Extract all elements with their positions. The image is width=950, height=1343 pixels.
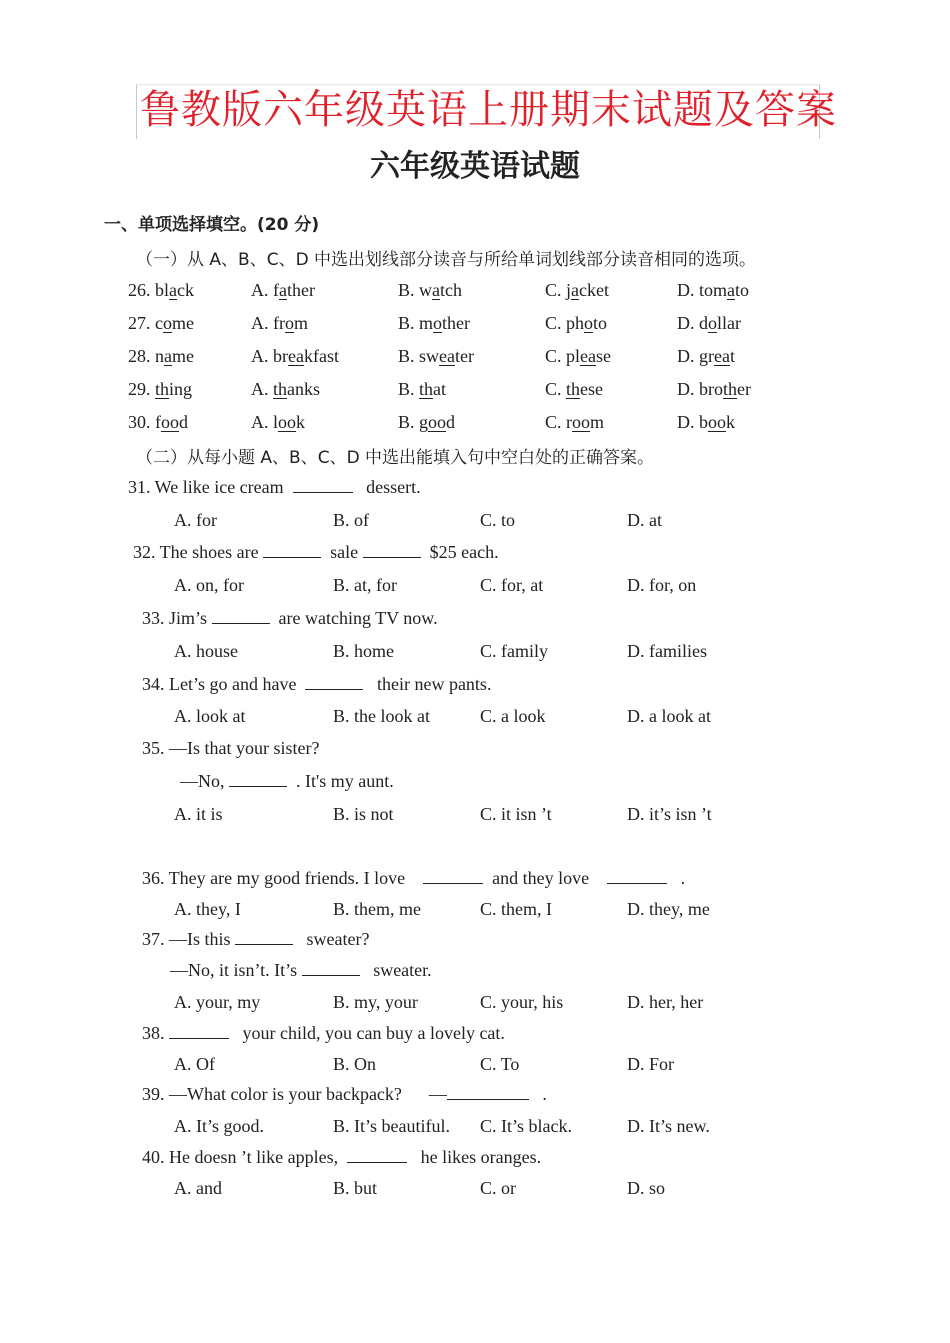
option-27-d: D. dollar [677, 313, 741, 333]
option-29-d: D. brother [677, 379, 751, 399]
option-36-b: B. them, me [333, 899, 421, 919]
option-31-b: B. of [333, 510, 369, 530]
option-33-c: C. family [480, 641, 548, 661]
option-40-a: A. and [174, 1178, 222, 1198]
option-40-c: C. or [480, 1178, 516, 1198]
option-29-b: B. that [398, 379, 447, 399]
question-34: 34. Let’s go and have their new pants. [142, 674, 492, 694]
option-40-b: B. but [333, 1178, 378, 1198]
option-30-c: C. room [545, 412, 605, 432]
option-31-c: C. to [480, 510, 516, 530]
question-32: 32. The shoes are sale $25 each. [133, 542, 499, 562]
option-31-a: A. for [174, 510, 217, 530]
option-39-b: B. It’s beautiful. [333, 1116, 450, 1136]
option-37-c: C. your, his [480, 992, 564, 1012]
option-37-b: B. my, your [333, 992, 418, 1012]
option-35-b: B. is not [333, 804, 394, 824]
answer-blank [423, 869, 483, 884]
option-34-a: A. look at [174, 706, 246, 726]
question-29: 29. thing [128, 379, 193, 399]
option-32-d: D. for, on [627, 575, 697, 595]
option-40-d: D. so [627, 1178, 666, 1198]
option-26-d: D. tomato [677, 280, 750, 300]
option-38-a: A. Of [174, 1054, 215, 1074]
option-28-d: D. great [677, 346, 735, 366]
answer-blank [447, 1085, 529, 1100]
question-39: 39. —What color is your backpack? — . [142, 1084, 547, 1104]
option-39-d: D. It’s new. [627, 1116, 710, 1136]
answer-blank [302, 961, 360, 976]
question-35: 35. —Is that your sister? [142, 738, 320, 758]
option-35-a: A. it is [174, 804, 223, 824]
answer-blank [169, 1024, 229, 1039]
option-32-a: A. on, for [174, 575, 244, 595]
question-35-reply: —No, . It's my aunt. [180, 771, 394, 791]
option-26-c: C. jacket [545, 280, 609, 300]
option-36-d: D. they, me [627, 899, 710, 919]
part2-heading: （二）从每小题 A、B、C、D 中选出能填入句中空白处的正确答案。 [136, 448, 655, 468]
option-36-a: A. they, I [174, 899, 241, 919]
answer-blank [229, 772, 287, 787]
option-38-b: B. On [333, 1054, 377, 1074]
question-26: 26. black [128, 280, 195, 300]
option-30-d: D. book [677, 412, 735, 432]
answer-blank [363, 543, 421, 558]
question-38: 38. your child, you can buy a lovely cat. [142, 1023, 505, 1043]
document-title: 鲁教版六年级英语上册期末试题及答案 [140, 87, 837, 133]
option-26-b: B. watch [398, 280, 463, 300]
option-34-d: D. a look at [627, 706, 711, 726]
option-28-b: B. sweater [398, 346, 474, 366]
option-37-a: A. your, my [174, 992, 261, 1012]
option-27-c: C. photo [545, 313, 608, 333]
section-heading: 一、单项选择填空。(20 分) [104, 215, 320, 235]
question-36: 36. They are my good friends. I love and they love . [142, 868, 686, 888]
option-32-c: C. for, at [480, 575, 544, 595]
question-31: 31. We like ice cream dessert. [128, 477, 421, 497]
option-26-a: A. father [251, 280, 315, 300]
option-30-a: A. look [251, 412, 305, 432]
question-37-reply: —No, it isn’t. It’s sweater. [170, 960, 432, 980]
option-34-c: C. a look [480, 706, 546, 726]
answer-blank [347, 1148, 407, 1163]
question-37: 37. —Is this sweater? [142, 929, 370, 949]
option-28-c: C. please [545, 346, 611, 366]
option-39-c: C. It’s black. [480, 1116, 572, 1136]
exam-subtitle: 六年级英语试题 [370, 149, 580, 184]
option-32-b: B. at, for [333, 575, 397, 595]
question-27: 27. come [128, 313, 194, 333]
option-31-d: D. at [627, 510, 662, 530]
option-38-c: C. To [480, 1054, 520, 1074]
option-33-a: A. house [174, 641, 238, 661]
option-34-b: B. the look at [333, 706, 430, 726]
question-33: 33. Jim’s are watching TV now. [142, 608, 438, 628]
option-39-a: A. It’s good. [174, 1116, 264, 1136]
option-35-d: D. it’s isn ’t [627, 804, 712, 824]
question-40: 40. He doesn ’t like apples, he likes oranges. [142, 1147, 542, 1167]
answer-blank [212, 609, 270, 624]
option-29-c: C. these [545, 379, 604, 399]
option-27-a: A. from [251, 313, 309, 333]
option-35-c: C. it isn ’t [480, 804, 552, 824]
option-30-b: B. good [398, 412, 456, 432]
option-28-a: A. breakfast [251, 346, 339, 366]
answer-blank [235, 930, 293, 945]
question-28: 28. name [128, 346, 194, 366]
option-36-c: C. them, I [480, 899, 552, 919]
answer-blank [263, 543, 321, 558]
answer-blank [305, 675, 363, 690]
answer-blank [607, 869, 667, 884]
question-30: 30. food [128, 412, 188, 432]
option-33-b: B. home [333, 641, 394, 661]
answer-blank [293, 478, 353, 493]
part1-heading: （一）从 A、B、C、D 中选出划线部分读音与所给单词划线部分读音相同的选项。 [136, 250, 757, 270]
option-37-d: D. her, her [627, 992, 704, 1012]
option-38-d: D. For [627, 1054, 675, 1074]
option-29-a: A. thanks [251, 379, 321, 399]
option-27-b: B. mother [398, 313, 470, 333]
option-33-d: D. families [627, 641, 707, 661]
